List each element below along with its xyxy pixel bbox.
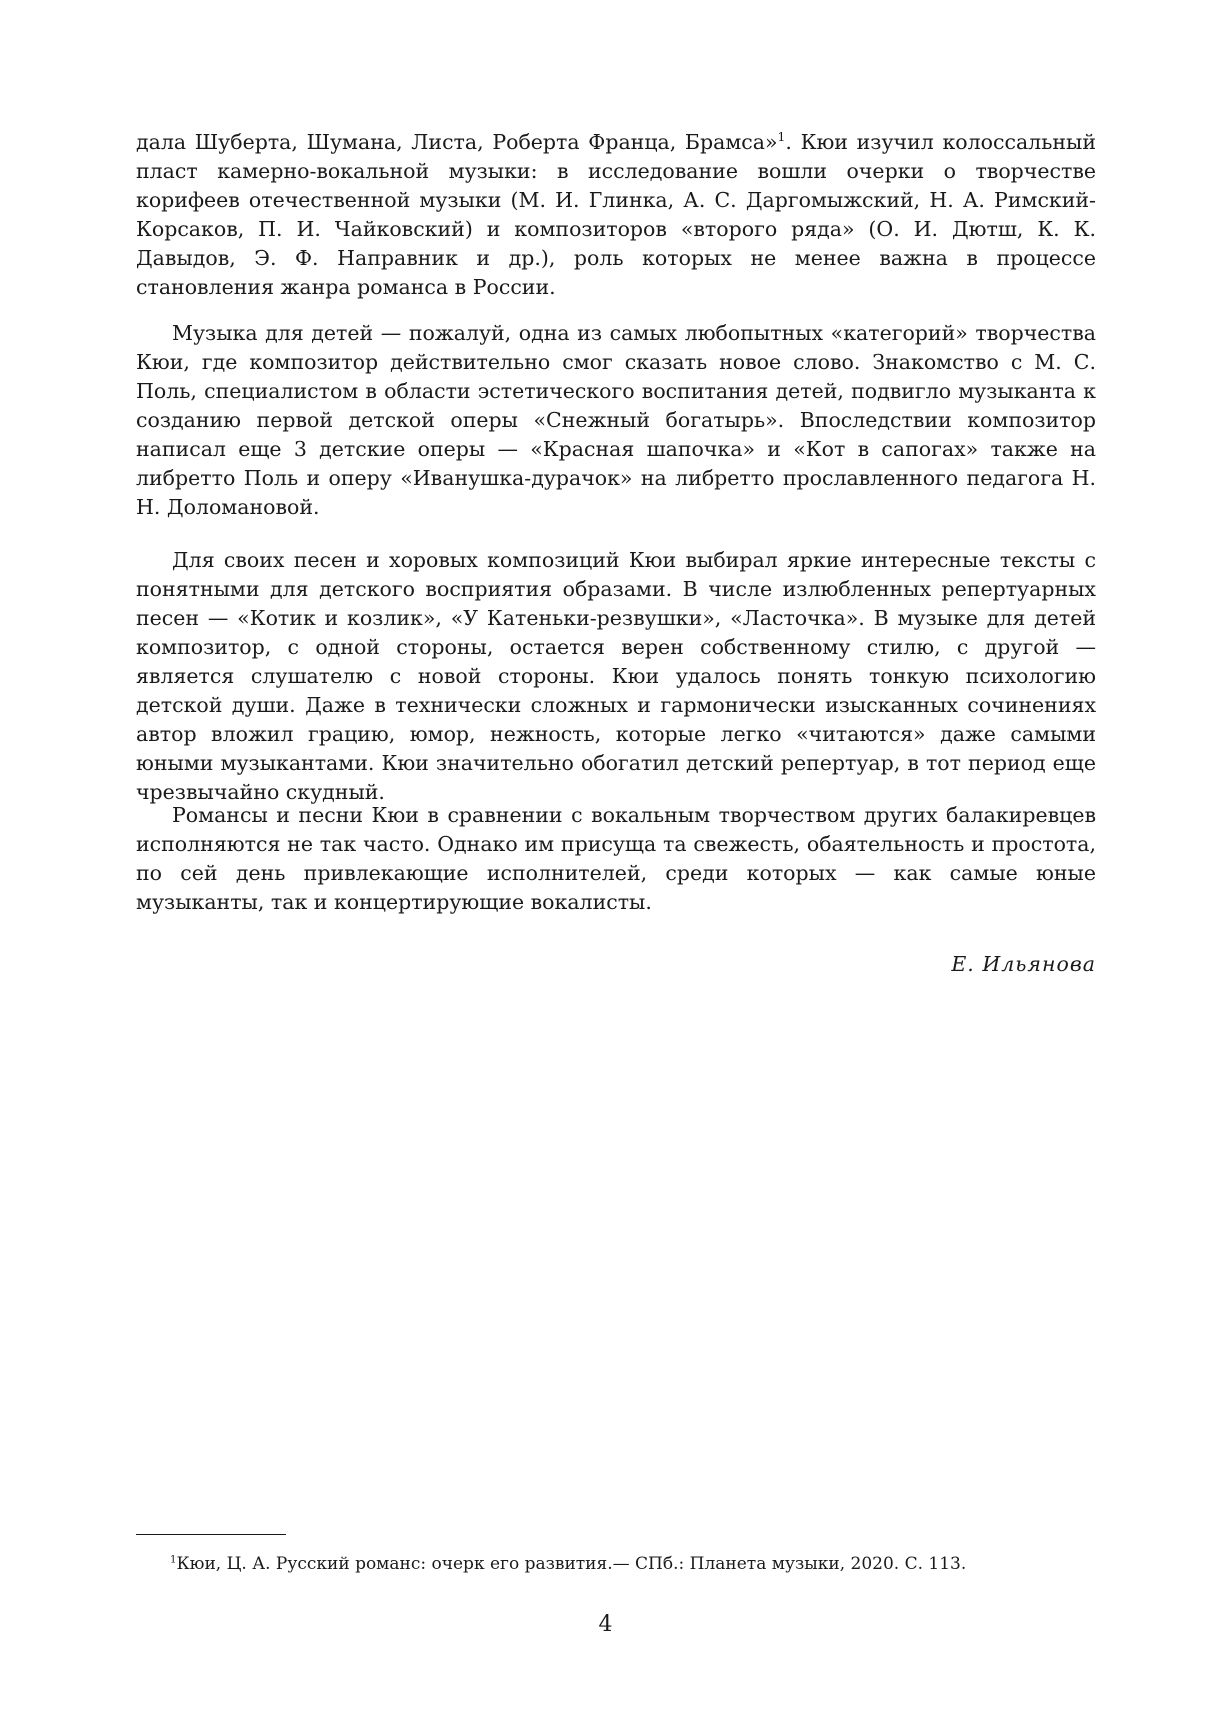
paragraph-4: Романсы и песни Кюи в сравнении с вокальным творчеством других балакиревцев исполняются не так часто. Однако им присуща та свежесть, обаятельность и простота, по сей день привлекающие исполнителей, среди которых — как самые юные музыканты, так и концертирующие вокалисты. — [136, 803, 1096, 914]
paragraph-2: Музыка для детей — пожалуй, одна из самых любопытных «категорий» творчества Кюи, где композитор действительно смог сказать новое слово. Знакомство с М. С. Поль, специалистом в области эстетического воспитания детей, подвигло музыканта к созданию первой детской оперы «Снежный богатырь». Впоследствии композитор написал еще 3 детские оперы — «Красная шапочка» и «Кот в сапогах» также на либретто Поль и оперу «Иванушка-дурачок» на либретто прославленного педагога Н. Н. Доломановой. — [136, 321, 1096, 519]
author-signature: Е. Ильянова — [951, 952, 1096, 976]
footnote-divider — [136, 1534, 286, 1535]
footnote-reference: 1 — [777, 130, 786, 145]
footnote — [170, 1553, 966, 1575]
paragraph-1-text: дала Шуберта, Шумана, Листа, Роберта Франца, Брамса» — [136, 130, 778, 154]
paragraph-3: Для своих песен и хоровых композиций Кюи выбирал яркие интересные тексты с понятными для детского восприятия образами. В числе излюбленных репертуарных песен — «Котик и козлик», «У Катеньки-резвушки», «Ласточка». В музыке для детей композитор, с одной стороны, остается верен собственному стилю, с другой — является слушателю с новой стороны. Кюи удалось понять тонкую психологию детской души. Даже в технически сложных и гармонически изысканных сочинениях автор вложил грацию, юмор, нежность, которые легко «читаются» даже самыми юными музыкантами. Кюи значительно обогатил детский репертуар, в тот период еще чрезвычайно скудный. — [136, 548, 1096, 804]
paragraph-1-continuation: . Кюи изучил колоссальный пласт камерно-вокальной музыки: в исследование вошли очерки о творчестве корифеев отечественной музыки (М. И. Глинка, А. С. Даргомыжский, Н. А. Римский-Корсаков, П. И. Чайковский) и композиторов «второго ряда» (О. И. Дютш, К. К. Давыдов, Э. Ф. Направник и др.), роль которых не менее важна в процессе становления жанра романса в России. — [136, 130, 1097, 299]
footnote-marker: 1 — [170, 1554, 177, 1566]
page-number: 4 — [598, 1612, 613, 1637]
paragraph-1 — [136, 128, 1096, 302]
footnote-text: Кюи, Ц. А. Русский романс: очерк его развития.— СПб.: Планета музыки, 2020. С. 113. — [176, 1554, 967, 1574]
